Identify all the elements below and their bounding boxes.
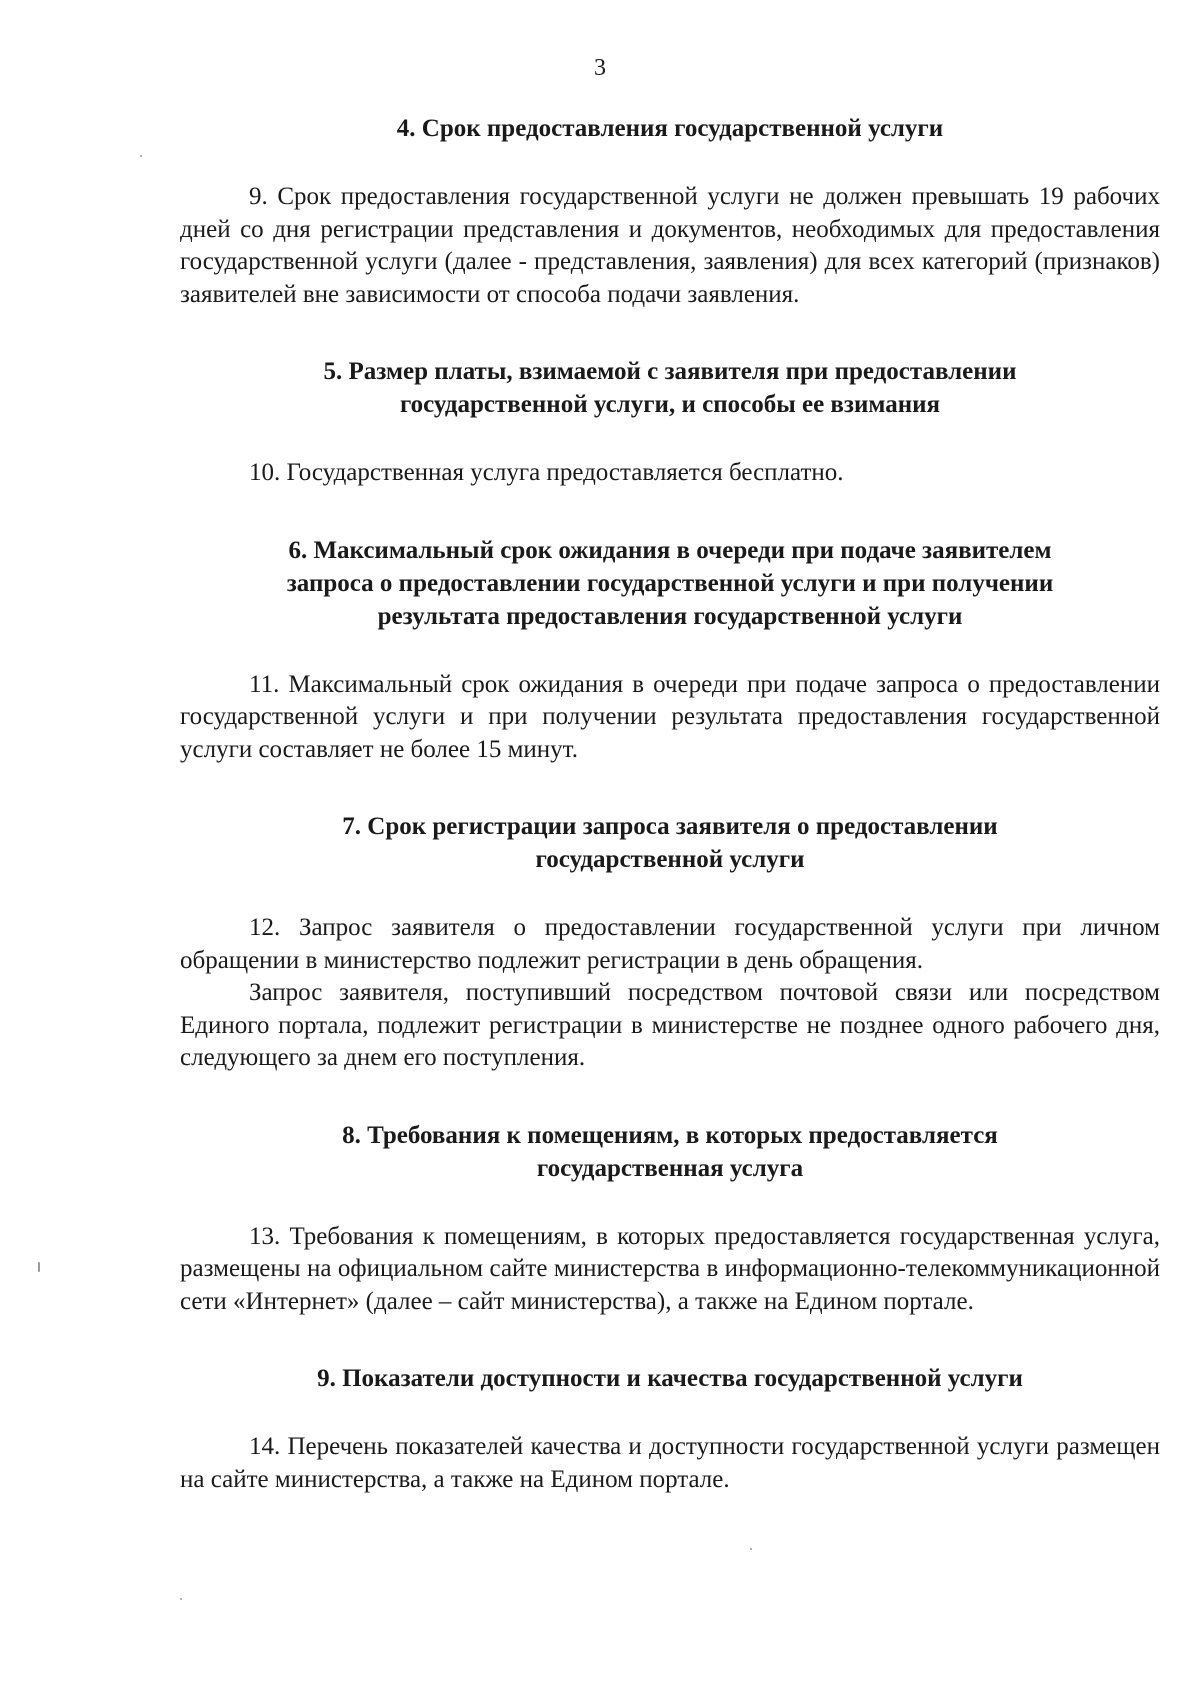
section-7	[180, 810, 1160, 1075]
paragraph-10: 10. Государственная услуга предоставляется бесплатно.	[249, 459, 844, 486]
scan-speck	[750, 1548, 752, 1550]
section-heading-line: 5. Размер платы, взимаемой с заявителя при предоставлении	[323, 358, 1017, 385]
section-heading	[180, 112, 1160, 145]
section-heading-line: государственная услуга	[536, 1154, 804, 1182]
scan-speck	[180, 1598, 182, 1600]
section-9	[180, 1362, 1160, 1496]
scan-speck	[140, 155, 142, 157]
section-heading-line: запроса о предоставлении государственной услуги и при получении	[286, 569, 1054, 597]
section-heading	[180, 1362, 1160, 1395]
section-heading-line: государственной услуги, и способы ее взимания	[399, 391, 941, 418]
paragraph-11: 11. Максимальный срок ожидания в очереди при подаче запроса о предоставлении государственной услуги и при получении результата предоставления государственной услуги составляет не более 15 минут.	[180, 670, 1160, 763]
section-heading-line: 7. Срок регистрации запроса заявителя о предоставлении	[342, 813, 998, 840]
section-heading-line: 6. Максимальный срок ожидания в очереди при подаче заявителем	[288, 536, 1052, 564]
section-heading	[180, 355, 1160, 421]
section-heading	[180, 534, 1160, 633]
section-6	[180, 534, 1160, 767]
page-number: 3	[594, 55, 606, 81]
paragraph-14: 14. Перечень показателей качества и доступности государственной услуги размещен на сайте министерства, а также на Едином портале.	[180, 1433, 1160, 1493]
section-heading	[180, 810, 1160, 876]
section-heading	[180, 1119, 1160, 1185]
scan-speck	[38, 1262, 40, 1272]
section-4	[180, 112, 1160, 311]
section-heading-line: государственной услуги	[535, 846, 805, 873]
paragraph-12: 12. Запрос заявителя о предоставлении государственной услуги при личном обращении в министерство подлежит регистрации в день обращения.	[180, 914, 1160, 974]
section-8	[180, 1119, 1160, 1319]
section-heading-line: результата предоставления государственной услуги	[377, 602, 963, 630]
paragraph-12-continuation: Запрос заявителя, поступивший посредством почтовой связи или посредством Единого портала, подлежит регистрации в министерстве не позднее одного рабочего дня, следующего за днем его поступления.	[180, 979, 1160, 1071]
section-heading-line: 9. Показатели доступности и качества государственной услуги	[317, 1365, 1023, 1392]
paragraph-13: 13. Требования к помещениям, в которых предоставляется государственная услуга, размещены на официальном сайте министерства в информационно-телекоммуникационной сети «Интернет» (далее – сайт министерства), а также на Едином портале.	[180, 1222, 1160, 1315]
section-heading-line: 4. Срок предоставления государственной услуги	[396, 115, 944, 142]
paragraph-9: 9. Срок предоставления государственной услуги не должен превышать 19 рабочих дней со дня регистрации представления и документов, необходимых для предоставления государственной услуги (далее - представления, заявления) для всех категорий (признаков) заявителей вне зависимости от способа подачи заявления.	[180, 183, 1160, 308]
document-body	[180, 112, 1160, 1496]
section-heading-line: 8. Требования к помещениям, в которых предоставляется	[342, 1121, 998, 1149]
section-5	[180, 355, 1160, 490]
